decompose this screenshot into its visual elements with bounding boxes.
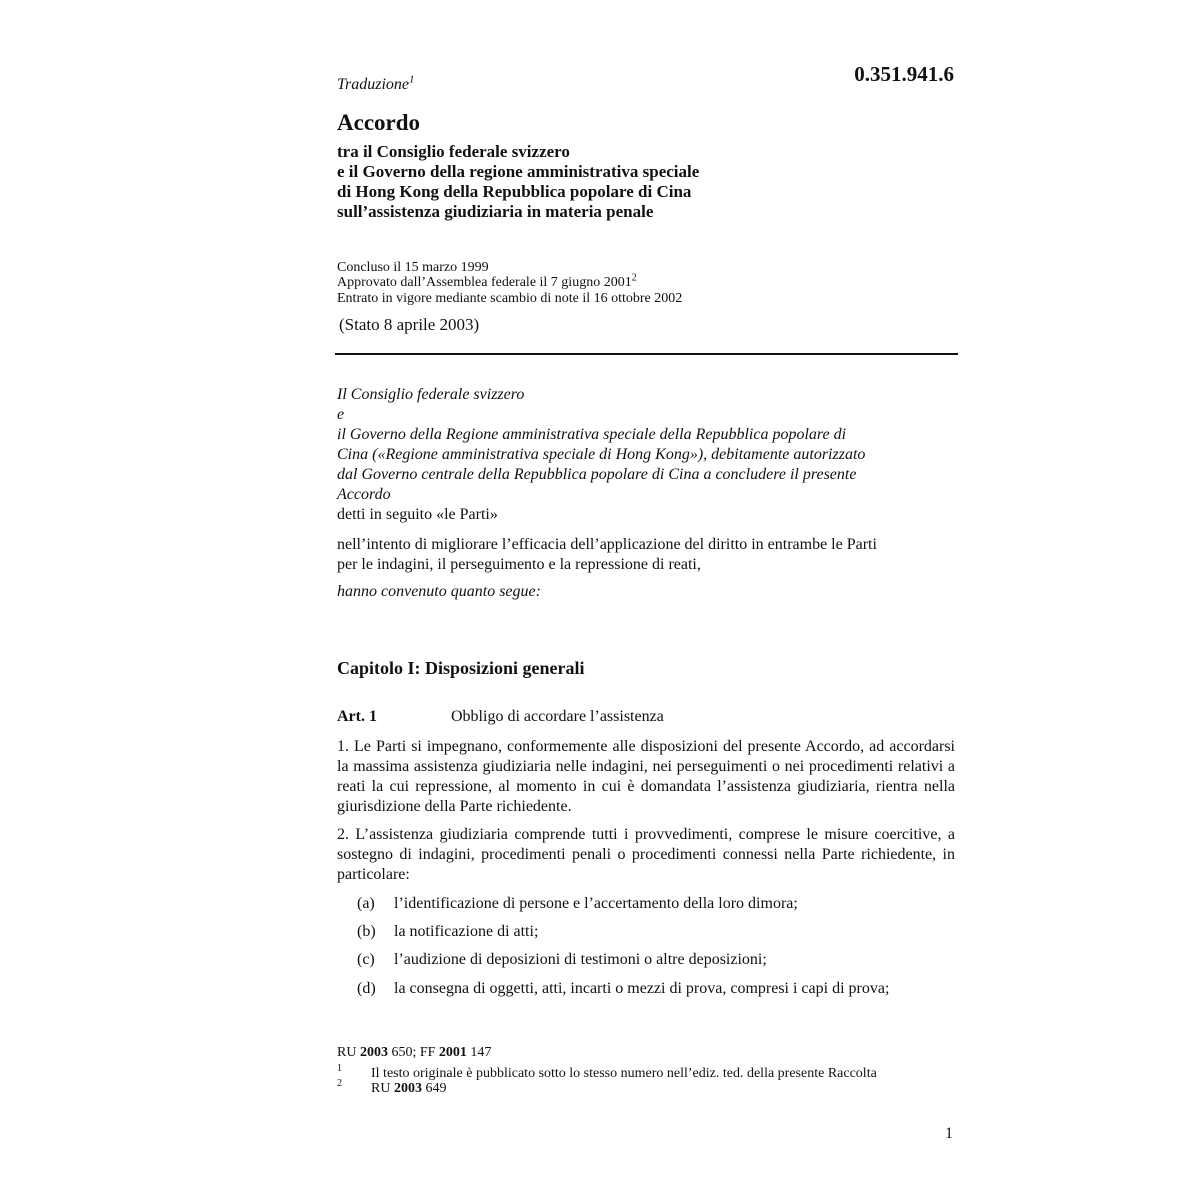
date-entered: Entrato in vigore mediante scambio di note il 16 ottobre 2002 (337, 291, 683, 306)
date-concluded: Concluso il 15 marzo 1999 (337, 260, 489, 275)
subtitle-line: di Hong Kong della Repubblica popolare di Cina (337, 182, 692, 201)
subtitle-line: e il Governo della regione amministrativa speciale (337, 162, 700, 181)
preamble-and: e (337, 406, 345, 423)
footnote-number: 2 (337, 1078, 342, 1089)
subtitle-line: sull’assistenza giudiziaria in materia penale (337, 202, 654, 221)
preamble-party2-line: Accordo (337, 486, 391, 503)
date-approved: Approvato dall’Assemblea federale il 7 giugno 2001$^2$ (337, 272, 637, 290)
list-marker: (b) (357, 923, 376, 940)
divider (335, 353, 958, 355)
subtitle-line: tra il Consiglio federale svizzero (337, 142, 570, 161)
preamble-intent-line: nell’intento di migliorare l’efficacia dell’applicazione del diritto in entrambe le Parti (337, 536, 877, 553)
article-paragraph-2: 2. L’assistenza giudiziaria comprende tutti i provvedimenti, comprese le misure coercitive, a sostegno di indagini, procedimenti penali o procedimenti connessi nella Parte richiedente, in particolare: (337, 826, 955, 883)
article-label: Art. 1 (337, 708, 377, 725)
sr-number: 0.351.941.6 (854, 62, 954, 86)
footnote-ref-2[interactable]: 2 (631, 272, 637, 284)
footnote-text: RU 2003 649 (371, 1081, 447, 1096)
article-title: Obbligo di accordare l’assistenza (451, 708, 664, 725)
list-marker: (d) (357, 980, 376, 997)
list-item: la consegna di oggetti, atti, incarti o mezzi di prova, compresi i capi di prova; (394, 980, 890, 997)
list-item: l’audizione di deposizioni di testimoni o altre deposizioni; (394, 951, 767, 968)
list-marker: (a) (357, 895, 375, 912)
document-title: Accordo (337, 110, 421, 135)
list-item: la notificazione di atti; (394, 923, 539, 940)
preamble-hereinafter: detti in seguito «le Parti» (337, 506, 498, 523)
preamble-party2-line: Cina («Regione amministrativa speciale di Hong Kong»), debitamente autorizzato (337, 446, 866, 463)
preamble-party2-line: dal Governo centrale della Repubblica popolare di Cina a concludere il presente (337, 466, 857, 483)
page-number: 1 (945, 1125, 953, 1142)
official-reference: RU 2003 650; FF 2001 147 (337, 1045, 492, 1060)
footnote-number: 1 (337, 1063, 342, 1074)
article-paragraph-1: 1. Le Parti si impegnano, conformemente alle disposizioni del presente Accordo, ad accordarsi la massima assistenza giudiziaria nelle indagini, nei perseguimenti o nei procedimenti relativi a reati la cui repressione, al momento in cui è domandata l’assistenza giudiziaria, rientra nella giurisdizione della Parte richiedente. (337, 738, 955, 815)
footnote-ref-1[interactable]: 1 (409, 73, 415, 86)
list-marker: (c) (357, 951, 375, 968)
list-item: l’identificazione di persone e l’accertamento della loro dimora; (394, 895, 798, 912)
footnote-text: Il testo originale è pubblicato sotto lo stesso numero nell’ediz. ted. della presente Raccolta (371, 1066, 877, 1081)
status-date: (Stato 8 aprile 2003) (339, 315, 480, 334)
chapter-heading: Capitolo I: Disposizioni generali (337, 658, 585, 678)
preamble-agreed: hanno convenuto quanto segue: (337, 583, 541, 600)
translation-label: Traduzione$^1$ (337, 73, 415, 93)
preamble-intent-line: per le indagini, il perseguimento e la repressione di reati, (337, 556, 701, 573)
preamble-party1: Il Consiglio federale svizzero (337, 386, 525, 403)
preamble-party2-line: il Governo della Regione amministrativa speciale della Repubblica popolare di (337, 426, 847, 443)
